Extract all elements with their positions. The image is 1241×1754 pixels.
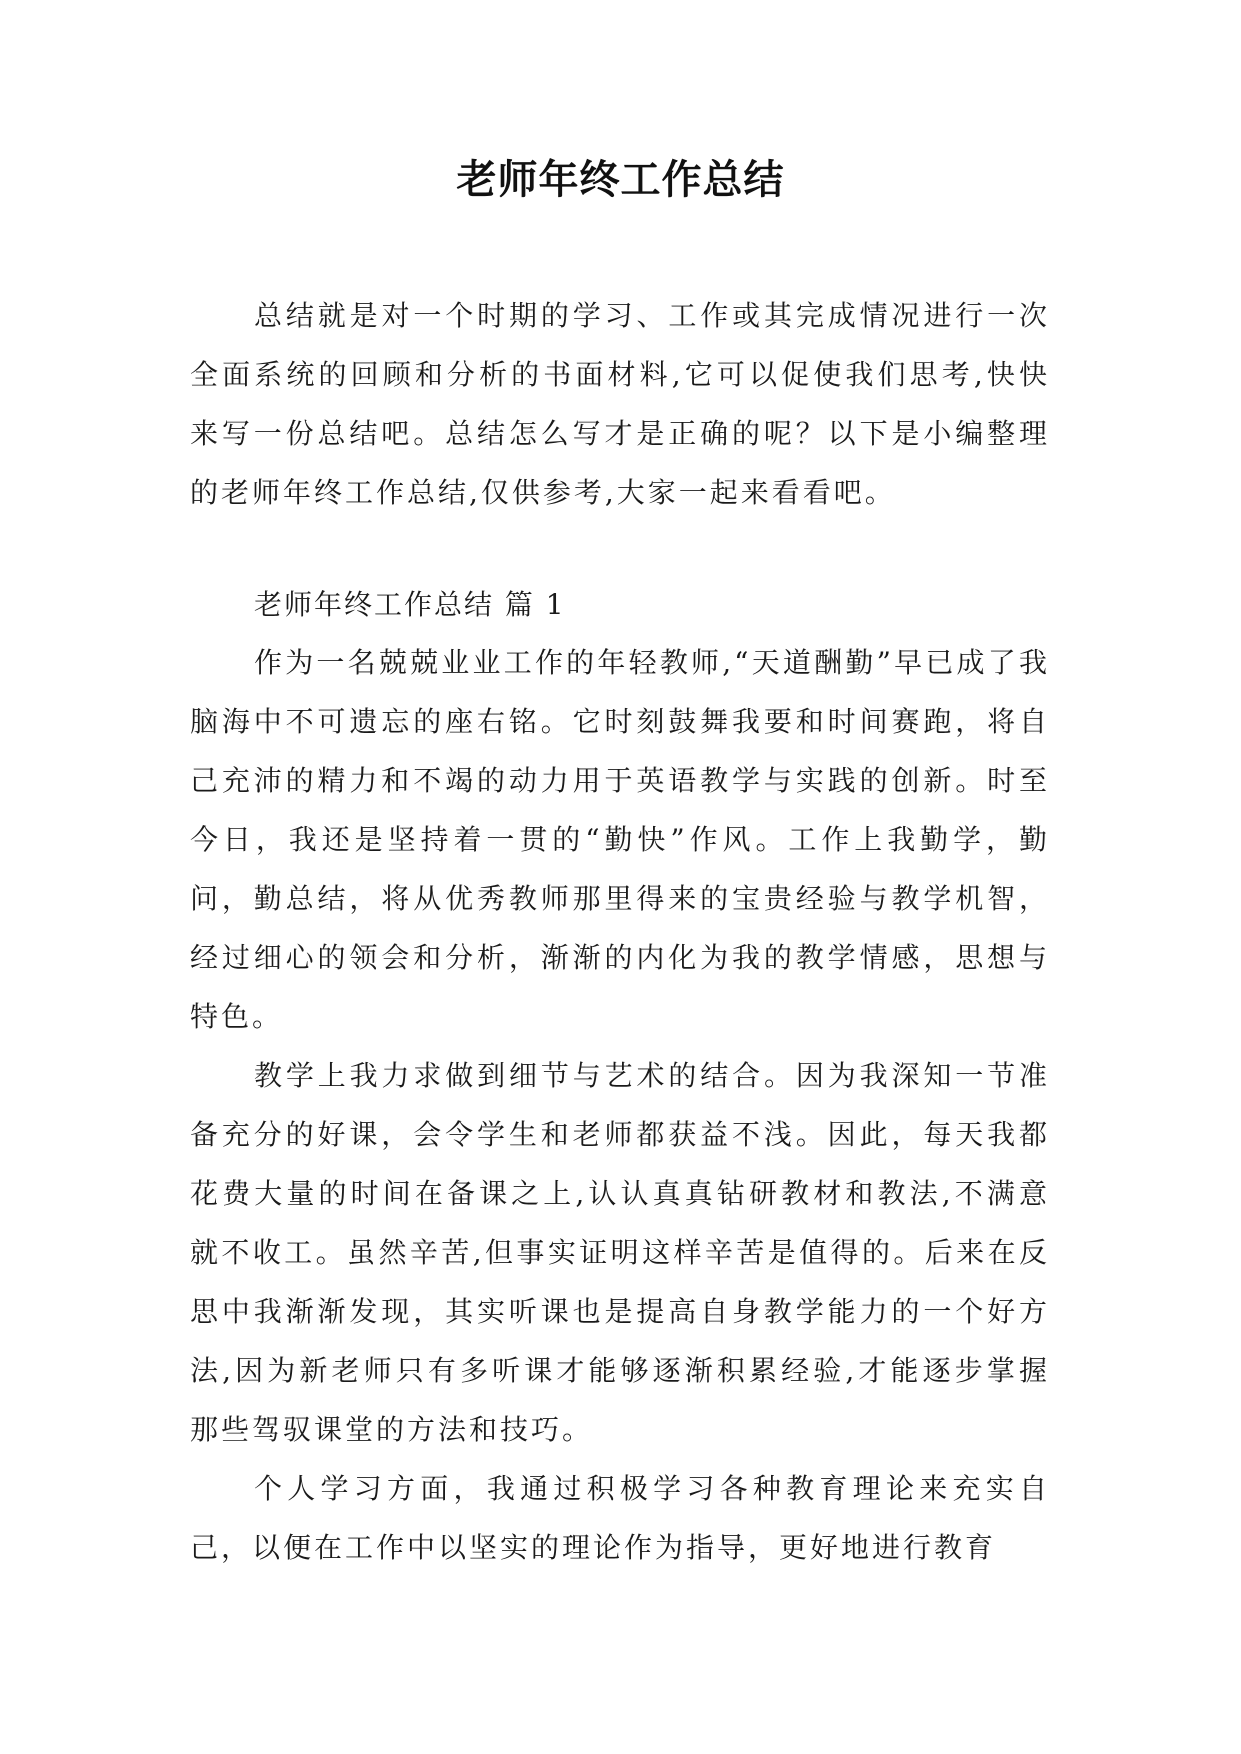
section-title: 老师年终工作总结 篇 1 — [254, 588, 566, 621]
document-title: 老师年终工作总结 — [456, 157, 785, 203]
section-paragraph-1: 作为一名兢兢业业工作的年轻教师,“天道酬勤”早已成了我脑海中不可遗忘的座右铭。它时刻鼓舞我要和时间赛跑，将自己充沛的精力和不竭的动力用于英语教学与实践的创新。时至今日，我还是坚持着一贯的“勤快”作风。工作上我勤学，勤问，勤总结，将从优秀教师那里得来的宝贵经验与教学机智，经过细心的领会和分析，渐渐的内化为我的教学情感，思想与特色。 — [190, 646, 1050, 1033]
section-body — [190, 633, 1050, 1577]
section-paragraph-3: 个人学习方面，我通过积极学习各种教育理论来充实自己，以便在工作中以坚实的理论作为指导，更好地进行教育 — [190, 1472, 1050, 1564]
intro-paragraph: 总结就是对一个时期的学习、工作或其完成情况进行一次全面系统的回顾和分析的书面材料,它可以促使我们思考,快快来写一份总结吧。总结怎么写才是正确的呢？以下是小编整理的老师年终工作总结,仅供参考,大家一起来看看吧。 — [190, 299, 1050, 509]
section-paragraph-2: 教学上我力求做到细节与艺术的结合。因为我深知一节准备充分的好课，会令学生和老师都获益不浅。因此，每天我都花费大量的时间在备课之上,认认真真钻研教材和教法,不满意就不收工。虽然辛苦,但事实证明这样辛苦是值得的。后来在反思中我渐渐发现，其实听课也是提高自身教学能力的一个好方法,因为新老师只有多听课才能够逐渐积累经验,才能逐步掌握那些驾驭课堂的方法和技巧。 — [190, 1059, 1050, 1446]
